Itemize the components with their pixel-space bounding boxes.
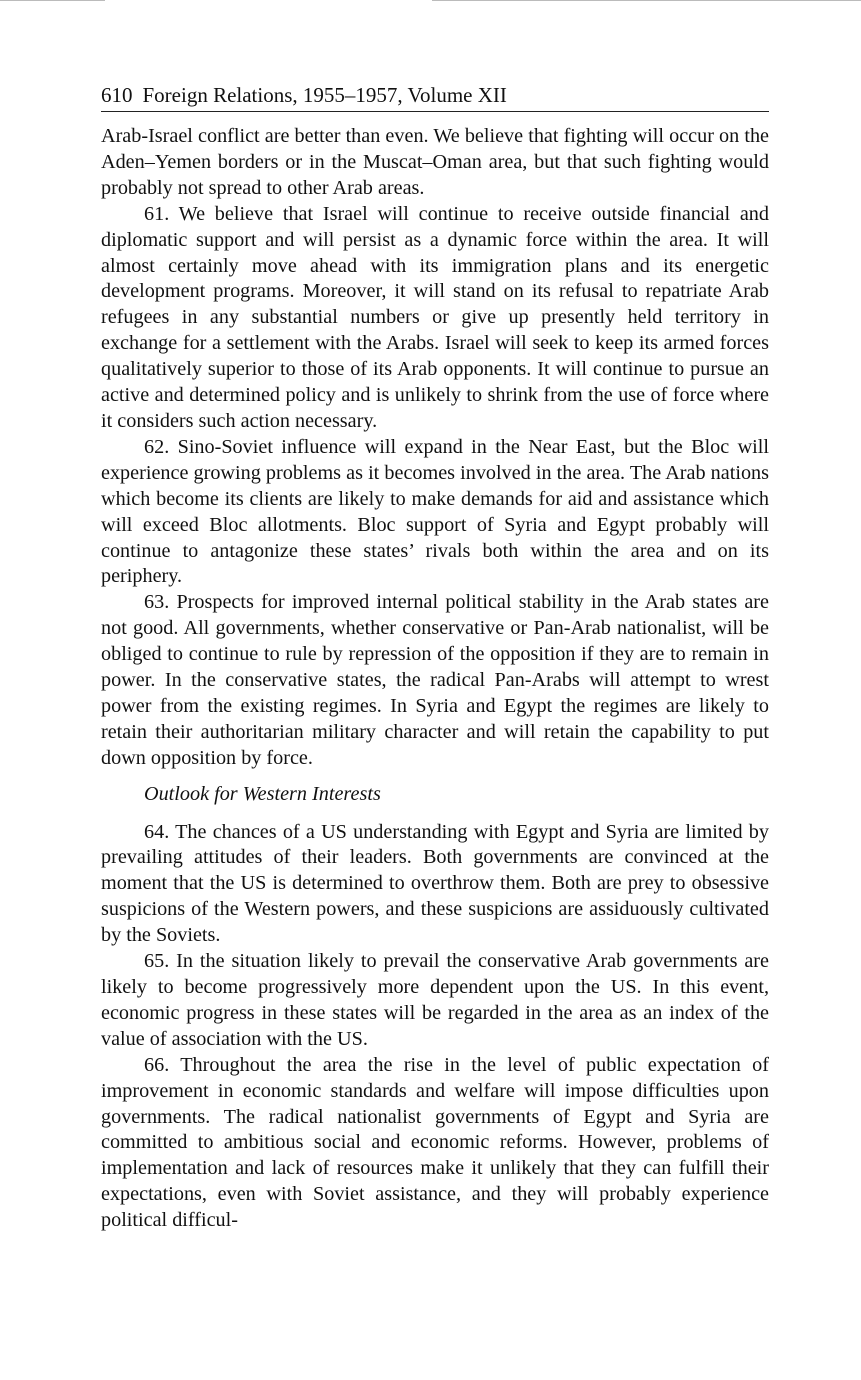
document-page — [101, 82, 769, 1234]
paragraph-62: 62. Sino-Soviet influence will expand in the Near East, but the Bloc will experience growing problems as it becomes involved in the area. The Arab nations which become its clients are likely to make demands for aid and assistance which will exceed Bloc allotments. Bloc support of Syria and Egypt probably will continue to antagonize these states’ rivals both within the area and on its periphery. — [101, 435, 769, 588]
paragraph-64: 64. The chances of a US understanding with Egypt and Syria are limited by prevailing attitudes of their leaders. Both governments are convinced at the moment that the US is determined to overthrow them. Both are prey to obsessive suspicions of the Western powers, and these suspicions are assiduously cultivated by the Soviets. — [101, 820, 769, 947]
page-number: 610 — [101, 83, 133, 107]
paragraph-66: 66. Throughout the area the rise in the level of public expectation of improvement in economic standards and welfare will impose difficulties upon governments. The radical nationalist governments of Egypt and Syria are committed to ambitious social and economic reforms. However, problems of implementation and lack of resources make it unlikely that they can fulfill their expectations, even with Soviet assistance, and they will probably experience political difficul- — [101, 1053, 769, 1232]
scan-edge-left — [0, 0, 105, 1]
paragraph-continued: Arab-Israel conflict are better than even. We believe that fighting will occur on the Aden–Yemen borders or in the Muscat–Oman area, but that such fighting would probably not spread to other Arab areas. — [101, 125, 769, 199]
section-heading: Outlook for Western Interests — [144, 782, 381, 805]
paragraph-61: 61. We believe that Israel will continue to receive outside financial and diplomatic support and will persist as a dynamic force within the area. It will almost certainly move ahead with its immigration plans and its energetic development programs. Moreover, it will stand on its refusal to repatriate Arab refugees in any substantial numbers or give up presently held territory in exchange for a settlement with the Arabs. Israel will seek to keep its armed forces qualitatively superior to those of its Arab opponents. It will continue to pursue an active and determined policy and is unlikely to shrink from the use of force where it considers such action necessary. — [101, 202, 769, 432]
running-head — [101, 82, 769, 112]
scan-edge-right — [432, 0, 861, 1]
paragraph-65: 65. In the situation likely to prevail the conservative Arab governments are likely to become progressively more dependent upon the US. In this event, economic progress in these states will be regarded in the area as an index of the value of association with the US. — [101, 950, 769, 1050]
running-title: Foreign Relations, 1955–1957, Volume XII — [142, 83, 507, 107]
paragraph-63: 63. Prospects for improved internal political stability in the Arab states are not good. All governments, whether conservative or Pan-Arab nationalist, will be obliged to continue to rule by repression of the opposition if they are to remain in power. In the conservative states, the radical Pan-Arabs will attempt to wrest power from the existing regimes. In Syria and Egypt the regimes are likely to retain their authoritarian military character and will retain the capability to put down opposition by force. — [101, 591, 769, 769]
